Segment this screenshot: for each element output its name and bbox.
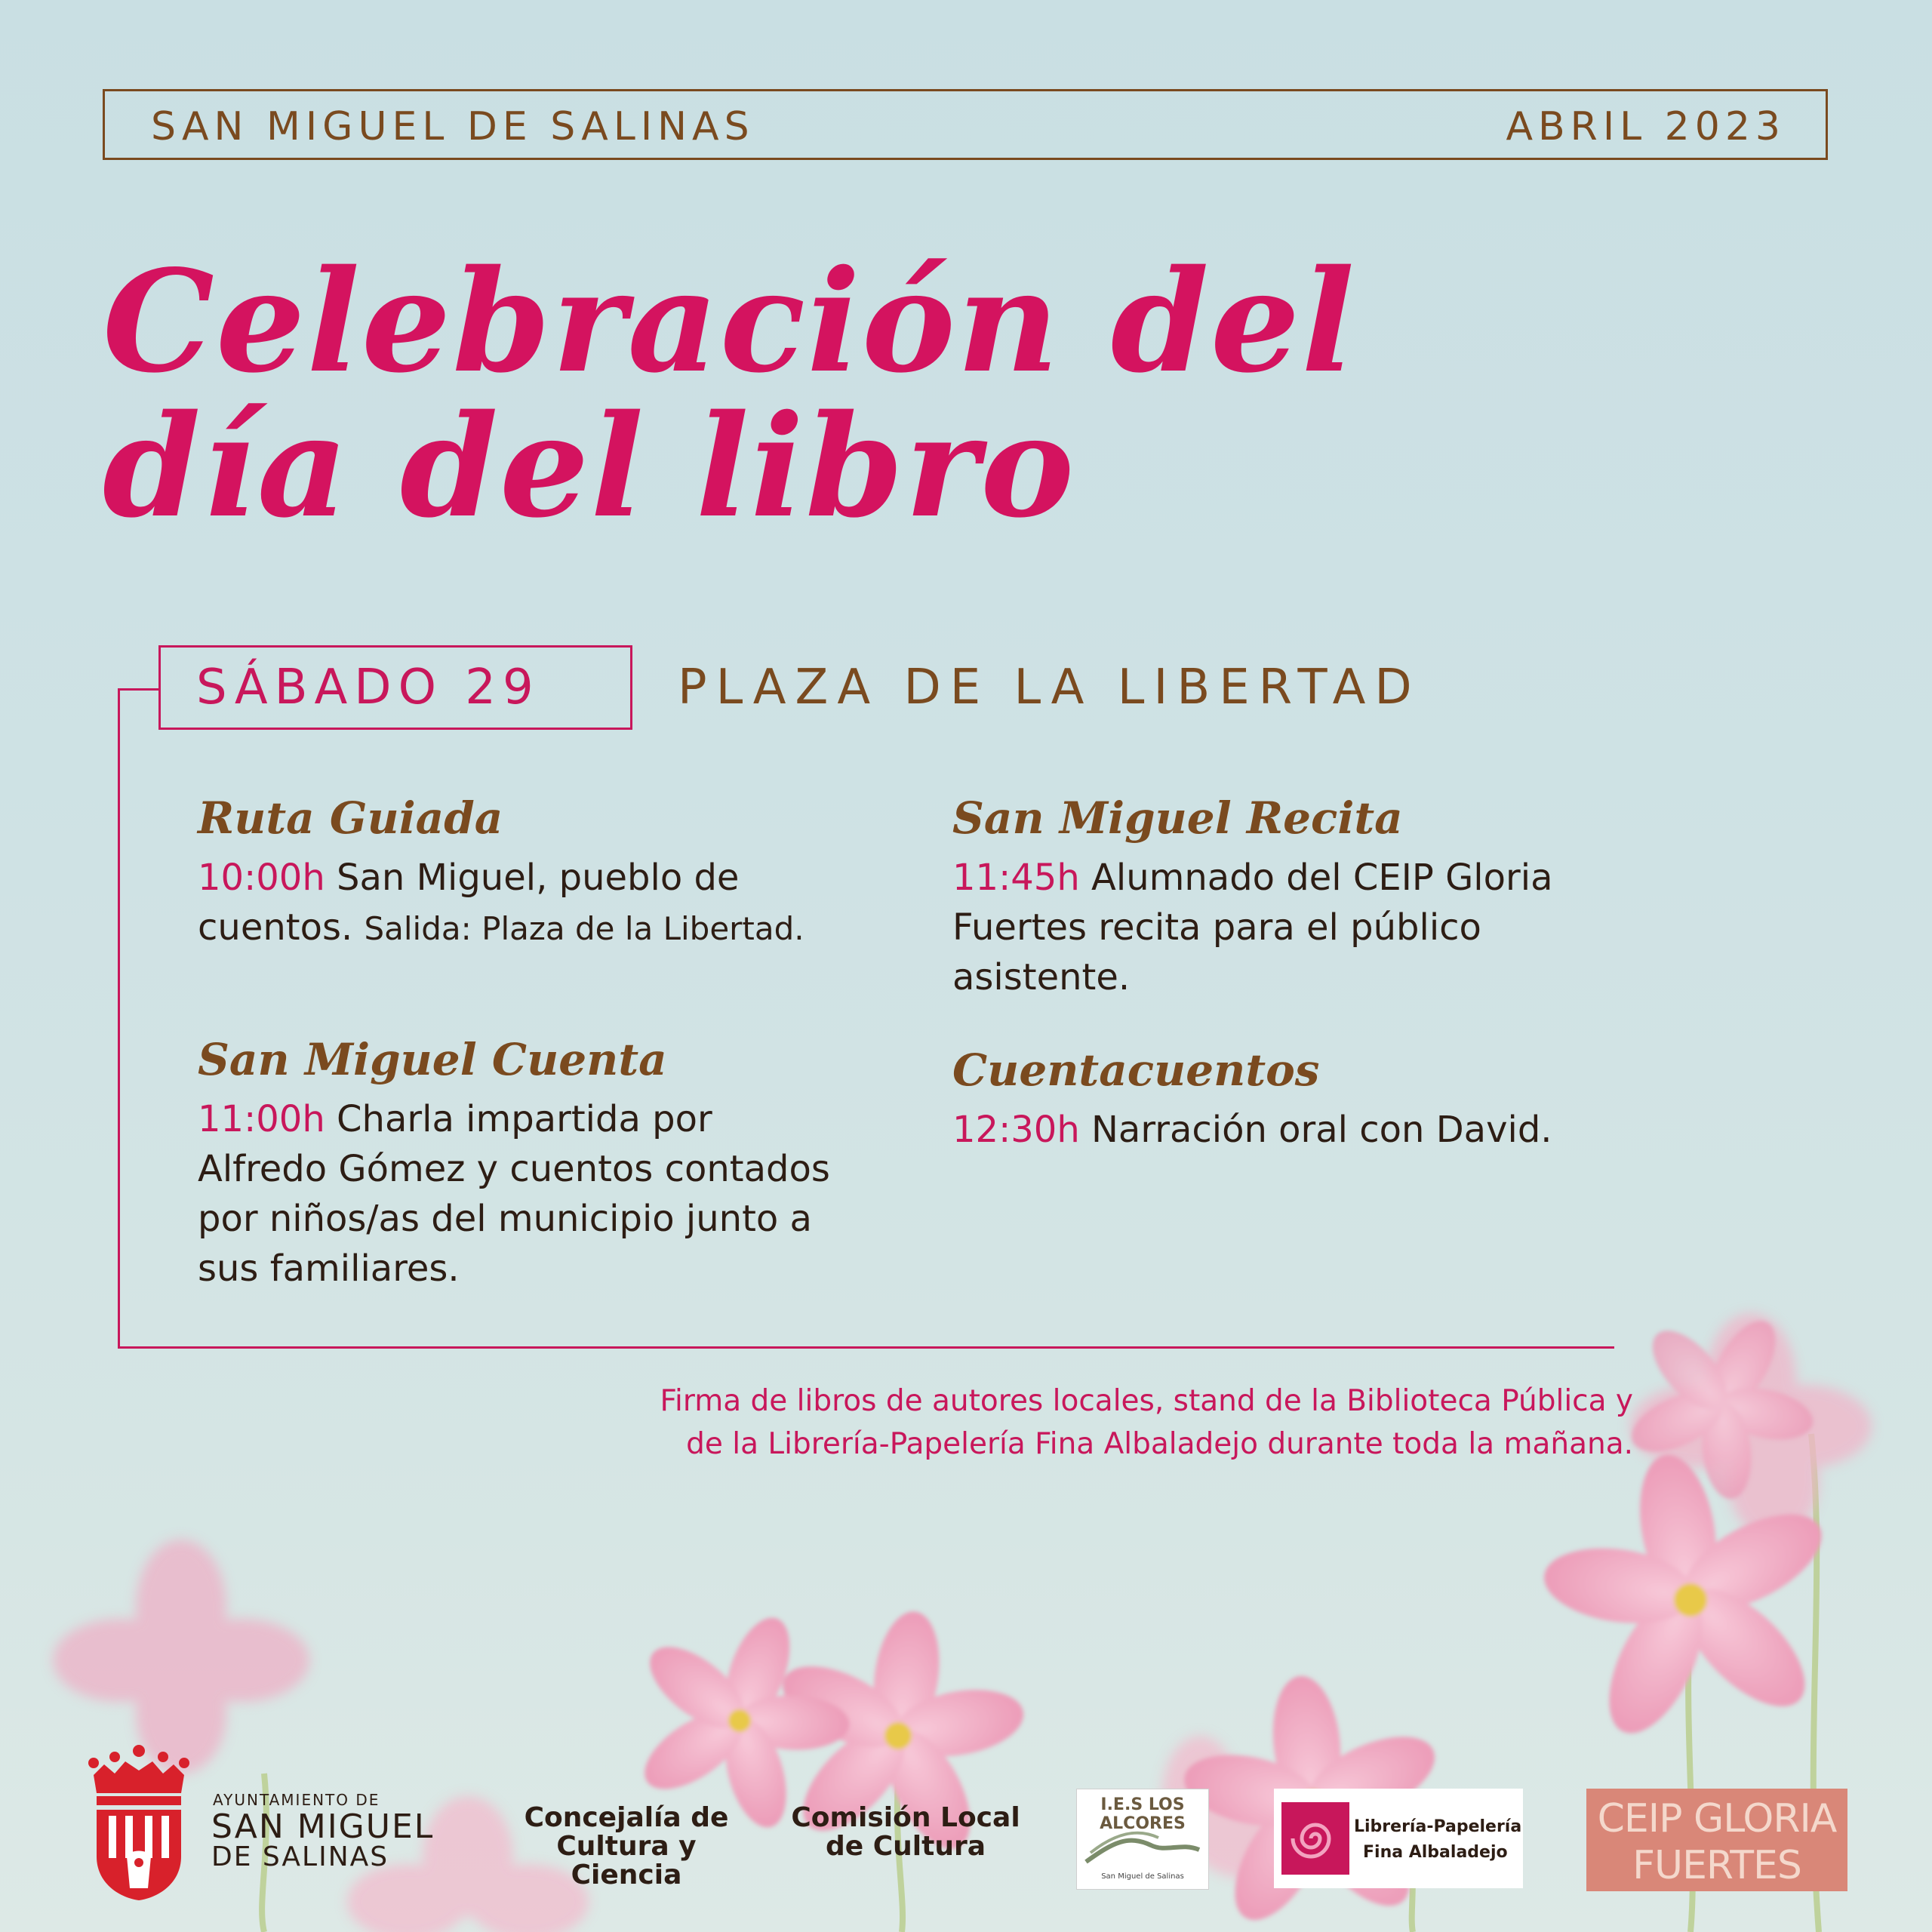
header-town: SAN MIGUEL DE SALINAS: [151, 104, 755, 149]
event-cuentacuentos: [952, 1044, 1617, 1155]
event-body: [198, 1094, 847, 1294]
ayuntamiento-line-1: SAN MIGUEL: [211, 1807, 435, 1846]
event-title: San Miguel Cuenta: [198, 1034, 667, 1085]
comision-line-2: de Cultura: [826, 1831, 986, 1862]
ayuntamiento-small: AYUNTAMIENTO DE: [213, 1791, 380, 1809]
event-ruta-guiada: [198, 792, 892, 954]
concejalia-line-1: Concejalía de: [524, 1802, 729, 1833]
ies-logo: [1076, 1789, 1209, 1890]
event-time: 11:45h: [952, 857, 1080, 899]
program-frame-tick: [118, 688, 160, 691]
event-time: 11:00h: [198, 1098, 325, 1140]
ies-town: San Miguel de Salinas: [1101, 1872, 1184, 1881]
libreria-line-1: Librería-Papelería: [1354, 1817, 1522, 1836]
swirl-icon: [1281, 1802, 1349, 1875]
program-day: SÁBADO 29: [196, 660, 540, 715]
comision-line-1: Comisión Local: [791, 1802, 1020, 1833]
title-line-1: Celebración del: [103, 238, 1356, 404]
libreria-line-2: Fina Albaladejo: [1363, 1843, 1508, 1862]
event-text: San Miguel, pueblo de cuentos.: [198, 857, 740, 949]
title-line-2: día del libro: [103, 383, 1076, 549]
event-text: Alumnado del CEIP Gloria Fuertes recita para el público asistente.: [952, 857, 1553, 998]
event-title: Ruta Guiada: [198, 792, 503, 844]
event-san-miguel-recita: [952, 792, 1617, 1002]
event-time: 12:30h: [952, 1109, 1080, 1151]
libreria-logo: [1274, 1789, 1523, 1888]
event-text: Narración oral con David.: [1091, 1109, 1552, 1151]
event-san-miguel-cuenta: [198, 1034, 847, 1294]
event-time: 10:00h: [198, 857, 325, 899]
ceip-logo: [1586, 1789, 1847, 1891]
event-note: Salida: Plaza de la Libertad.: [364, 910, 804, 947]
comision-logo: [785, 1804, 1026, 1861]
event-body: [198, 853, 892, 954]
ceip-line-2: FUERTES: [1632, 1843, 1801, 1888]
mountain-icon: [1083, 1820, 1202, 1868]
ayuntamiento-line-2: DE SALINAS: [211, 1841, 389, 1872]
concejalia-line-2: Cultura y Ciencia: [556, 1831, 697, 1890]
footnote: [577, 1380, 1633, 1466]
ceip-line-1: CEIP GLORIA: [1597, 1796, 1837, 1841]
footnote-line-2: de la Librería-Papelería Fina Albaladejo durante toda la mañana.: [686, 1427, 1633, 1461]
page-title: [103, 238, 1763, 549]
event-title: San Miguel Recita: [952, 792, 1403, 844]
header-date: ABRIL 2023: [1506, 104, 1786, 149]
footnote-line-1: Firma de libros de autores locales, stand de la Biblioteca Pública y: [660, 1384, 1633, 1418]
event-title: Cuentacuentos: [952, 1044, 1320, 1096]
program-place: PLAZA DE LA LIBERTAD: [678, 660, 1421, 715]
event-text: Charla impartida por Alfredo Gómez y cuentos contados por niños/as del municipio junto a sus familiares.: [198, 1098, 830, 1290]
crest-icon: [82, 1743, 196, 1903]
concejalia-logo: [498, 1804, 755, 1890]
event-body: [952, 853, 1617, 1002]
ies-name: I.E.S LOS ALCORES: [1100, 1795, 1186, 1833]
event-body: [952, 1105, 1617, 1155]
